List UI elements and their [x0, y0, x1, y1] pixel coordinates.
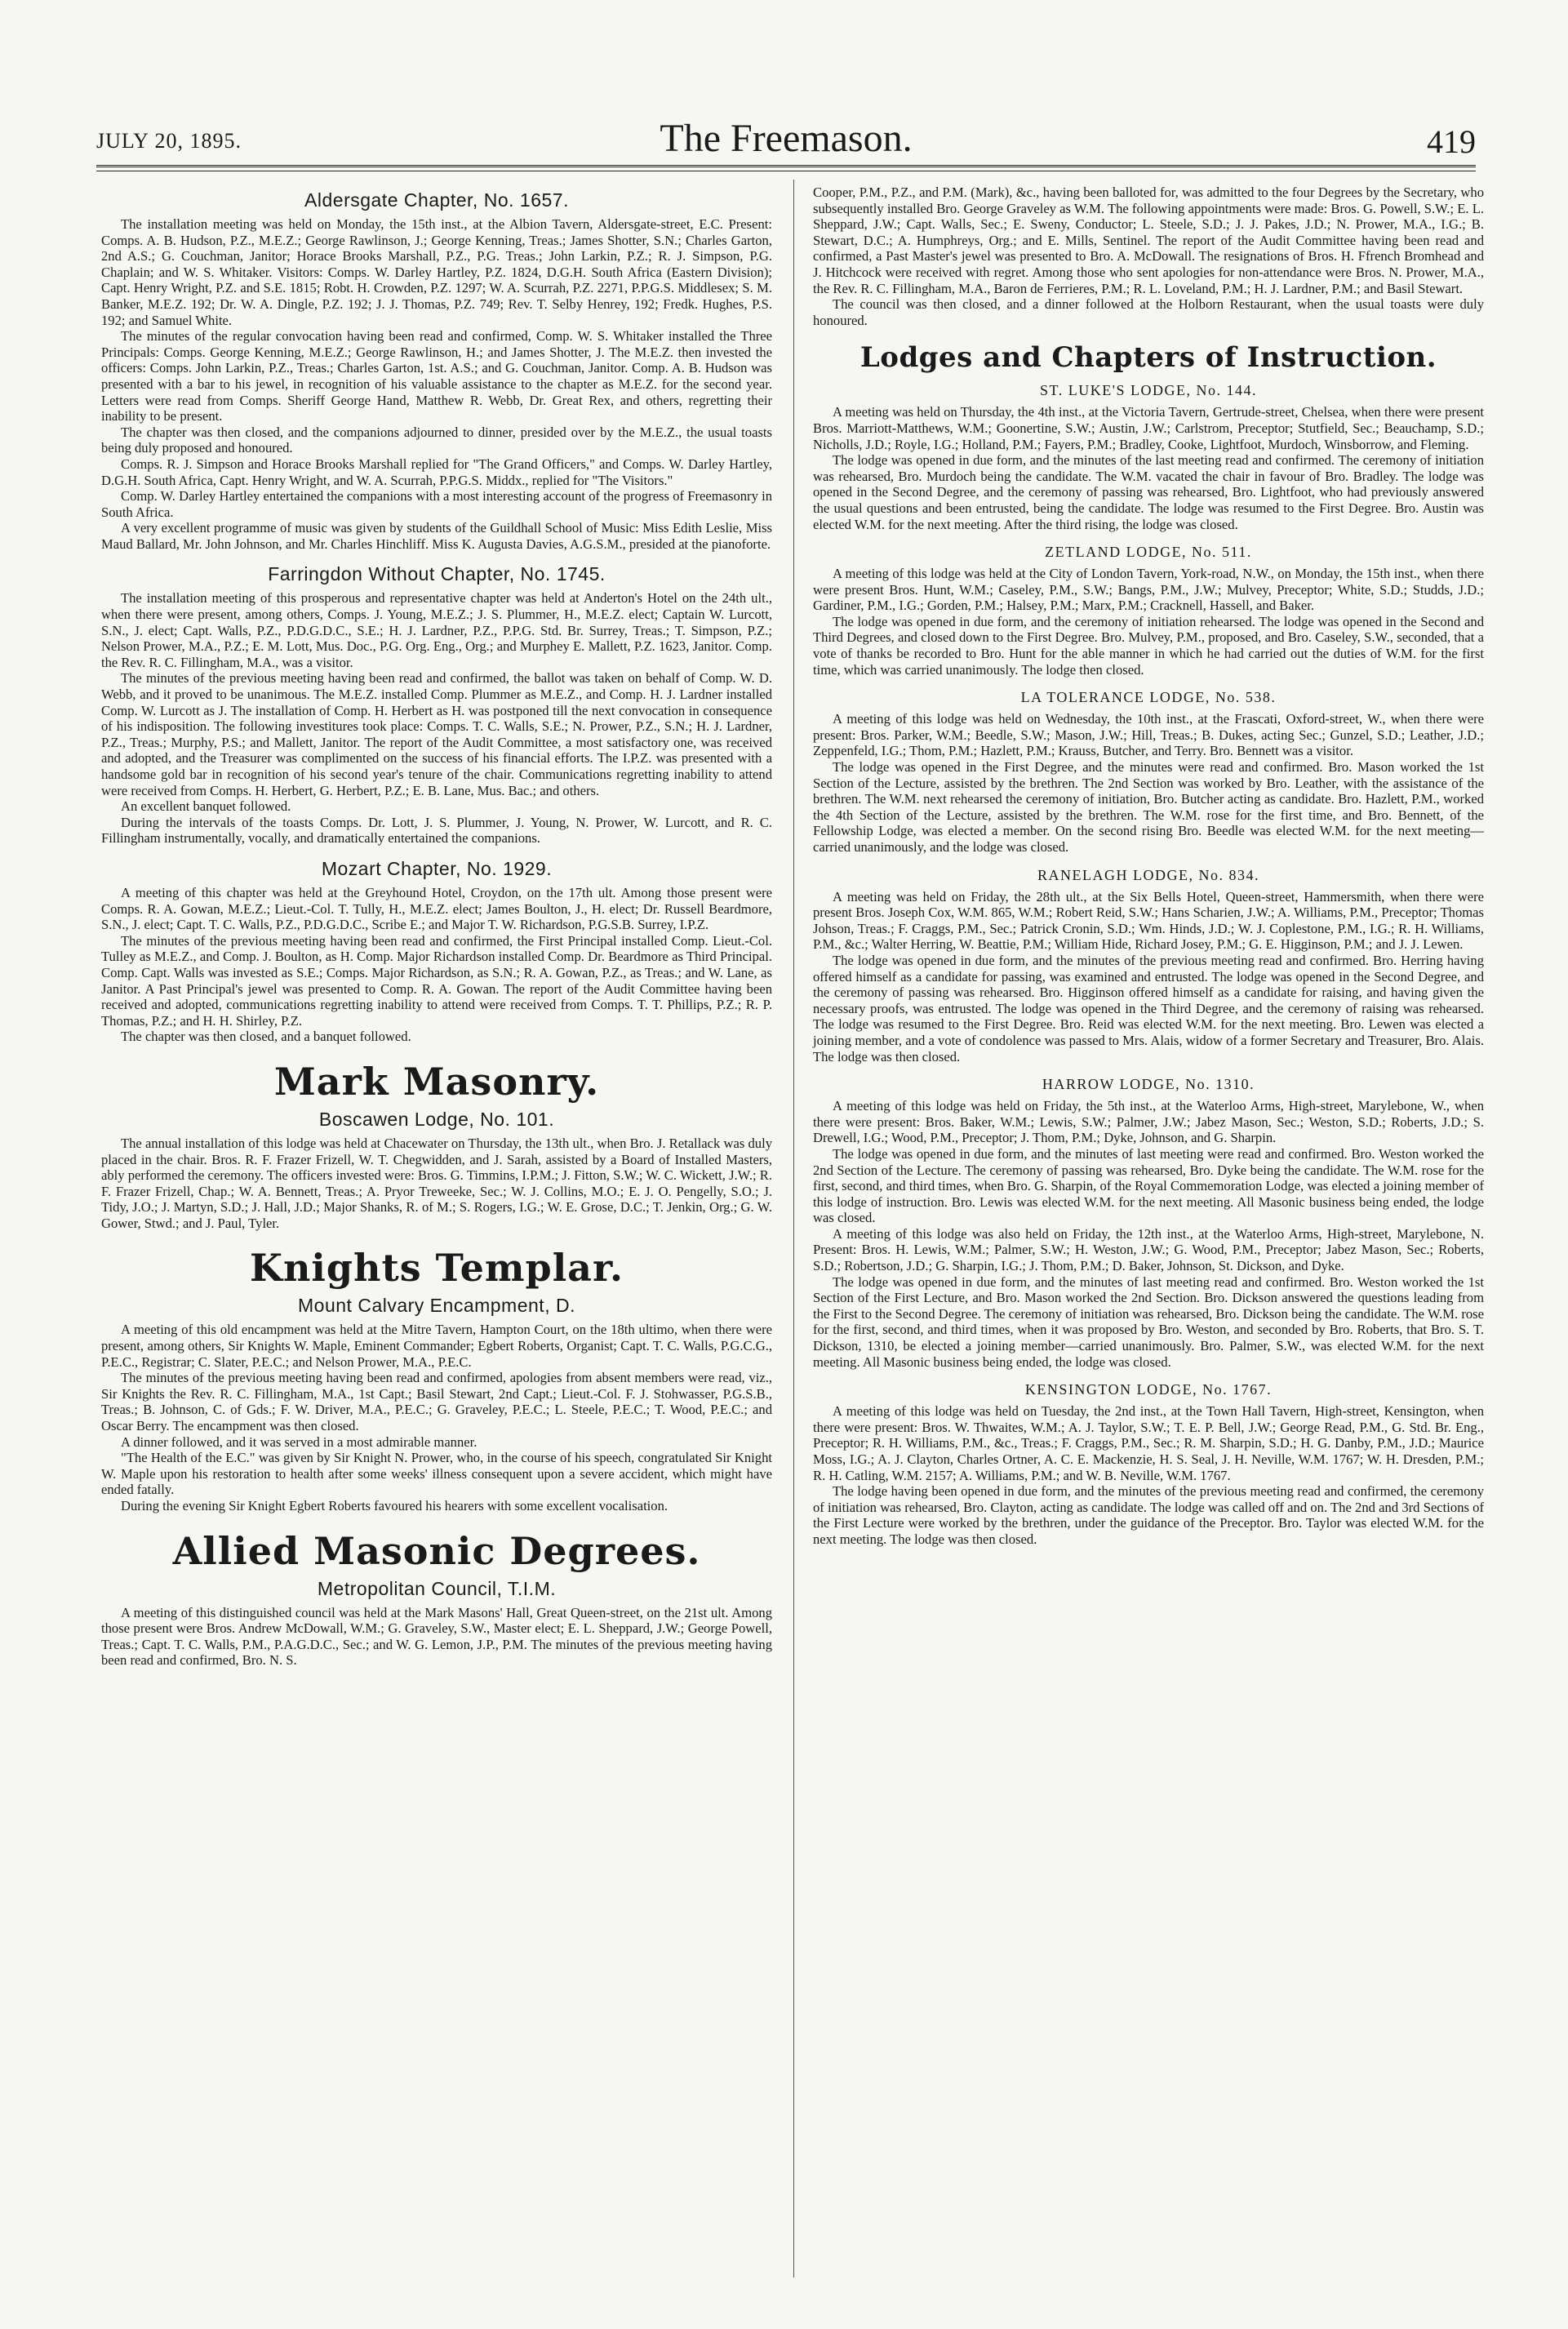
st-lukes-section: [813, 382, 1484, 532]
paragraph: The lodge was opened in due form, and the minutes of last meeting were read and confirmed. Bro. Weston worked the 2nd Section of the Lecture. The ceremony of passing was rehearsed, Bro. Dyke being the candidate. The W.M. rose for the first, second, and third times, when Bro. G. Sharpin, of the Royal Commemoration Lodge, was elected a joining member of this lodge of instruction. Bro. Lewis was elected W.M. for the next meeting. All Masonic business being ended, the lodge was closed.: [813, 1145, 1484, 1226]
mount-calvary-section: [101, 1295, 772, 1513]
section-title: Boscawen Lodge, No. 101.: [318, 1108, 555, 1130]
paragraph: The minutes of the previous meeting having been read and confirmed, apologies from absent members were read, viz., Sir Knights the Rev. R. C. Fillingham, M.A., 1st Capt.; Basil Stewart, 2nd Capt.; Lieut.-Col. F. J. Stohwasser, P.G.S.B., Treas.; B. Johnson, C. of Gds.; F. W. Driver, M.A., P.E.C.; G. Graveley, P.E.C.; L. Steele, P.E.C.; T. Wood, P.E.C.; and Oscar Berry. The encampment was then closed.: [101, 1370, 772, 1434]
paragraph: A meeting of this lodge was held on Tuesday, the 2nd inst., at the Town Hall Tavern, High-street, Kensington, when there were present: Bros. W. Thwaites, W.M.; A. J. Taylor, S.W.; T. E. P. Bell, J.W.; George Read, P.M., G. Std. Br. Eng., Preceptor; R. H. Williams, P.M., &c., Treas.; F. Craggs, P.M., Sec.; R. M. Sharpin, S.D.; H. G. Danby, P.M., J.D.; Maurice Moss, I.G.; A. J. Clayton, Charles Ortner, A. C. E. Mackenzie, H. S. Seal, J. H. Neville, W.M. 1767; W. H. Dresden, P.M.; R. H. Catling, W.M. 2157; A. Williams, P.M.; and W. B. Neville, W.M. 1767.: [813, 1403, 1484, 1483]
column-divider: [793, 180, 794, 2278]
section-title: Metropolitan Council, T.I.M.: [317, 1577, 557, 1599]
paragraph: A very excellent programme of music was given by students of the Guildhall School of Music: Miss Edith Leslie, Miss Maud Ballard, Mr. John Johnson, and Mr. Charles Hinchliff. Miss K. Augusta Davies, A.G.S.M., presided at the pianoforte.: [101, 520, 772, 552]
allied-masonic-heading: Allied Masonic Degrees.: [172, 1528, 701, 1573]
paragraph: A meeting of this lodge was also held on Friday, the 12th inst., at the Waterloo Arms, High-street, Marylebone, N. Present: Bros. H. Lewis, W.M.; Palmer, S.W.; H. Weston, J.W.; G. Wood, P.M., Preceptor; Jabez Mason, Sec.; Roberts, S.D.; Robertson, J.D.; G. Sharpin, I.G.; J. Thom, P.M.; D. Baker, Johnson, St. Dickson, and Dyke.: [813, 1225, 1484, 1274]
paragraph: The council was then closed, and a dinner followed at the Holborn Restaurant, when the usual toasts were duly honoured.: [813, 296, 1484, 328]
paragraph: A meeting of this distinguished council was held at the Mark Masons' Hall, Great Queen-street, on the 21st ult. Among those present were Bros. Andrew McDowall, W.M.; G. Graveley, S.W., Master elect; E. L. Sheppard, J.W.; George Powell, Treas.; Capt. T. C. Walls, P.M., P.A.G.D.C., Sec.; and W. G. Lemon, J.P., P.M. The minutes of the previous meeting having been read and confirmed, Bro. N. S.: [101, 1604, 772, 1669]
harrow-section: [813, 1076, 1484, 1370]
paragraph: The lodge was opened in the First Degree, and the minutes were read and confirmed. Bro. Mason worked the 1st Section of the Lecture, assisted by the brethren. The 2nd Section was worked by Bro. Leather, with the assistance of the brethren. The W.M. next rehearsed the ceremony of initiation, Bro. Butcher acting as candidate. Bro. Hazlett, P.M., worked the 4th Section of the Lecture, assisted by the brethren. The W.M. rose for the first time, and Bro. Bennett, of the Fellowship Lodge, was elected a member. On the second rising Bro. Beedle was elected W.M. for the next meeting—carried unanimously, and the lodge was closed.: [813, 759, 1484, 855]
paragraph: A meeting of this old encampment was held at the Mitre Tavern, Hampton Court, on the 18th ultimo, when there were present, among others, Sir Knights W. Maple, Eminent Commander; Egbert Roberts, Organist; Capt. T. C. Walls, P.G.C.G., P.E.C., Registrar; C. Slater, P.E.C.; and Nelson Prower, M.A., P.E.C.: [101, 1322, 772, 1370]
paragraph: A dinner followed, and it was served in a most admirable manner.: [121, 1433, 478, 1450]
lodge-title: LA TOLERANCE LODGE, No. 538.: [1020, 689, 1277, 706]
page-number: 419: [1427, 123, 1476, 160]
paragraph: The installation meeting was held on Monday, the 15th inst., at the Albion Tavern, Aldersgate-street, E.C. Present: Comps. A. B. Hudson, P.Z., M.E.Z.; George Rawlinson, J.; George Kenning, Treas.; James Shotter, S.N.; Charles Garton, 2nd A.S.; G. Couchman, Janitor; Horace Brooks Marshall, P.Z., P.G. Treas.; John Larkin, P.Z.; R. J. Simpson, P.G. Chaplain; and W. S. Whitaker. Visitors: Comps. W. Darley Hartley, P.Z. 1824, D.G.H. South Africa (Eastern Division); Capt. Henry Wright, P.Z. and S.E. 1815; Robt. H. Crowden, P.Z. 1297; W. A. Scurrah, P.Z. 2271, P.P.G.S. Middlesex; S. M. Banker, M.E.Z. 192; Dr. W. A. Dingle, P.Z. 192; J. J. Thomas, P.Z. 749; Rev. T. Selby Henrey, 192; Fredk. Hughes, P.S. 192; and Samuel White.: [101, 216, 772, 328]
la-tolerance-section: [813, 689, 1484, 855]
paragraph: The minutes of the previous meeting having been read and confirmed, the ballot was taken on behalf of Comp. W. D. Webb, and it proved to be unanimous. The M.E.Z. installed Comp. Plummer as M.E.Z., and Comp. H. J. Lardner installed Comp. W. Lurcott as J. The installation of Comp. H. Herbert as H. was postponed till the next convocation in consequence of his indisposition. The following investitures took place: Comps. T. C. Walls, S.E.; N. Prower, P.Z., S.N.; H. J. Lardner, P.Z., Treas.; Murphy, P.S.; and Mallett, Janitor. The report of the Audit Committee, a most satisfactory one, was received and adopted, and the Treasurer was complimented on the success of his financial efforts. The I.P.Z. was presented with a handsome gold bar in recognition of his second year's tenure of the chair. Communications regretting inability to attend were received from Comps. H. Herbert, G. Herbert, P.Z.; E. B. Lane, Mus. Bac.; and others.: [101, 670, 772, 798]
lodge-title: ST. LUKE'S LODGE, No. 144.: [1040, 382, 1257, 399]
boscawen-section: [101, 1109, 772, 1232]
mozart-section: [101, 858, 772, 1045]
issue-date: JULY 20, 1895.: [96, 129, 242, 153]
paragraph: A meeting of this lodge was held on Wednesday, the 10th inst., at the Frascati, Oxford-street, W., when there were present: Bros. Parker, W.M.; Beedle, S.W.; Mason, J.W.; Hill, Treas.; B. Dukes, acting Sec.; Gunzel, S.D.; Leather, J.D.; Zeppenfeld, I.G.; Thom, P.M.; Hazlett, P.M.; Krauss, Butcher, and Terry. Bro. Bennett was a visitor.: [813, 711, 1484, 759]
mark-masonry-heading: Mark Masonry.: [273, 1059, 600, 1104]
paragraph: The lodge having been opened in due form, and the minutes of the previous meeting read and confirmed, the ceremony of initiation was rehearsed, Bro. Clayton, acting as candidate. The lodge was called off and on. The 2nd and 3rd Sections of the First Lecture were worked by the brethren, under the guidance of the Preceptor. Bro. Taylor was elected W.M. for the next meeting. The lodge was then closed.: [813, 1483, 1484, 1547]
section-title: Mount Calvary Encampment, D.: [298, 1295, 575, 1317]
paragraph: A meeting was held on Thursday, the 4th inst., at the Victoria Tavern, Gertrude-street, Chelsea, when there were present Bros. Marriott-Matthews, W.M.; Goonertine, S.W.; Austin, J.W.; Carlstrom, Preceptor; Stutfield, Sec.; Beauchamp, S.D.; Nicholls, J.D.; Royle, I.G.; Holland, P.M.; Fayers, P.M.; Bradley, Cooke, Lightfoot, Murdoch, Winsborrow, and Fleming.: [813, 404, 1484, 452]
paragraph: During the intervals of the toasts Comps. Dr. Lott, J. S. Plummer, J. Young, N. Prower, W. Lurcott, and R. C. Fillingham instrumentally, vocally, and dramatically entertained the companions.: [101, 814, 772, 847]
right-column: [813, 184, 1484, 1559]
newspaper-page: [96, 114, 1484, 2286]
paragraph: "The Health of the E.C." was given by Sir Knight N. Prower, who, in the course of his speech, congratulated Sir Knight W. Maple upon his restoration to health after some weeks' illness consequent upon a severe accident, which might have ended fatally.: [101, 1450, 772, 1498]
section-title: Mozart Chapter, No. 1929.: [321, 857, 553, 879]
paragraph: The minutes of the previous meeting having been read and confirmed, the First Principal installed Comp. Lieut.-Col. Tulley as M.E.Z., and Comp. J. Boulton, as H. Comp. Major Richardson installed Comp. Dr. Beardmore as Third Principal. Comp. Capt. Walls was invested as S.E.; Comps. Major Richardson, as S.N.; R. A. Gowan, P.Z., as Treas.; and W. Lane, as Janitor. A Past Principal's jewel was presented to Comp. R. A. Gowan. The report of the Audit Committee having been received and adopted, communications regretting inability to attend were received from Comps. T. T. Phillips, P.Z.; R. P. Thomas, P.Z.; and H. H. Shirley, P.Z.: [101, 932, 772, 1029]
header-rule: [96, 165, 1476, 171]
section-title: Farringdon Without Chapter, No. 1745.: [268, 563, 606, 585]
ranelagh-section: [813, 867, 1484, 1065]
paragraph: Comp. W. Darley Hartley entertained the companions with a most interesting account of the progress of Freemasonry in South Africa.: [101, 488, 772, 520]
paragraph: A meeting of this lodge was held at the City of London Tavern, York-road, N.W., on Monday, the 15th inst., when there were present Bros. Hunt, W.M.; Caseley, P.M., S.W.; Bangs, P.M., J.W.; Mulvey, Preceptor; White, S.D.; Studds, J.D.; Gardiner, P.M., I.G.; Gorden, P.M.; Halsey, P.M.; Marx, P.M.; Cracknell, Hassell, and Baker.: [813, 566, 1484, 614]
paragraph: The minutes of the regular convocation having been read and confirmed, Comp. W. S. Whitaker installed the Three Principals: Comps. George Kenning, M.E.Z.; George Rawlinson, H.; and James Shotter, J. The M.E.Z. then invested the officers: Comps. John Larkin, P.Z., Treas.; Charles Garton, 1st. A.S.; and G. Couchman, Janitor. Comp. A. B. Hudson was presented with a bar to his jewel, in recognition of his valuable assistance to the chapter as M.E.Z. for the second year. Letters were read from Comps. Sheriff George Hand, Matthew R. Webb, Dr. Great Rex, and others, regretting their inability to be present.: [101, 328, 772, 424]
paragraph: A meeting was held on Friday, the 28th ult., at the Six Bells Hotel, Queen-street, Hammersmith, when there were present Bros. Joseph Cox, W.M. 865, W.M.; Robert Reid, S.W.; Hans Scharien, J.W.; A. Williams, P.M., Preceptor; Thomas Johson, Treas.; F. Craggs, P.M., Sec.; Patrick Cronin, S.D.; Wm. Hinds, J.D.; W. J. Coplestone, P.M., I.G.; R. H. Williams, P.M., &c.; Walter Herring, W. Beattie, P.M.; William Hide, Richard Josey, P.M.; G. E. Higginson, P.M.; and J. J. Lewen.: [813, 888, 1484, 953]
paragraph: The chapter was then closed, and a banquet followed.: [121, 1029, 411, 1045]
section-title: Aldersgate Chapter, No. 1657.: [304, 189, 569, 211]
paragraph: A meeting of this chapter was held at the Greyhound Hotel, Croydon, on the 17th ult. Among those present were Comps. R. A. Gowan, M.E.Z.; Lieut.-Col. T. Tully, H., M.E.Z. elect; James Boulton, J., H. elect; Dr. Russell Beardmore, S.N., J. elect; Capt. T. C. Walls, P.Z., P.D.G.D.C., Scribe E.; and Major T. W. Richardson, P.G.S.B. Surrey, I.P.Z.: [101, 884, 772, 933]
kensington-section: [813, 1381, 1484, 1547]
knights-templar-heading: Knights Templar.: [249, 1246, 624, 1291]
paragraph: Cooper, P.M., P.Z., and P.M. (Mark), &c., having been balloted for, was admitted to the four Degrees by the Secretary, who subsequently installed Bro. George Graveley as W.M. The following appointments were made: Bros. G. Powell, S.W.; E. L. Sheppard, J.W.; Capt. Walls, Sec.; E. Sweny, Conductor; L. Steele, S.D.; J. J. Pakes, J.D.; N. Prower, M.A., I.G.; B. Stewart, D.C.; A. Humphreys, Org.; and E. Mills, Sentinel. The report of the Audit Committee having been read and confirmed, a Past Master's jewel was presented to Bro. A. McDowall. The resignations of Bros. H. Ffrench Bromhead and J. Hitchcock were received with regret. Among those who sent apologies for non-attendance were Bros. N. Prower, M.A., the Rev. R. C. Fillingham, M.A., Baron de Ferrieres, P.M.; R. L. Loveland, P.M.; H. J. Lardner, P.M.; and Basil Stewart.: [813, 184, 1484, 296]
paragraph: The lodge was opened in due form, and the minutes of the last meeting read and confirmed. The ceremony of initiation was rehearsed, Bro. Murdoch being the candidate. The W.M. vacated the chair in favour of Bro. Bradley. The lodge was opened in the Second Degree, and the ceremony of passing was rehearsed, Bro. Lightfoot, who had previously answered the usual questions and been entrusted, being the candidate. The lodge was resumed to the First Degree. Bro. Austin was elected W.M. for the next meeting. After the third rising, the lodge was closed.: [813, 452, 1484, 532]
instruction-heading: Lodges and Chapters of Instruction.: [860, 341, 1437, 375]
aldersgate-section: [101, 189, 772, 552]
left-column: [101, 184, 772, 1680]
lodge-title: ZETLAND LODGE, No. 511.: [1045, 544, 1252, 561]
paragraph: The installation meeting of this prosperous and representative chapter was held at Anderton's Hotel on the 24th ult., when there were present, among others, Comps. J. Young, M.E.Z.; J. S. Plummer, H., M.E.Z. elect; Captain W. Lurcott, S.N., J. elect; Capt. Walls, P.Z., P.D.G.D.C., S.E.; H. J. Lardner, P.Z., P.P.G. Std. Br. Surrey, Treas.; T. Simpson, P.Z.; Nelson Prower, M.A., P.Z.; E. M. Lott, Mus. Doc., P.G. Org. Eng., Org.; and Murphey E. Mallett, P.Z. 1623, Janitor. Comp. the Rev. R. C. Fillingham, M.A., was a visitor.: [101, 590, 772, 670]
zetland-section: [813, 544, 1484, 678]
paragraph: Comps. R. J. Simpson and Horace Brooks Marshall replied for "The Grand Officers," and Comps. W. Darley Hartley, D.G.H. South Africa, Capt. Henry Wright, and W. A. Scurrah, P.P.G.S. Middx., replied for "The Visitors.": [101, 456, 772, 488]
farringdon-section: [101, 563, 772, 847]
paragraph: The lodge was opened in due form, and the minutes of last meeting read and confirmed. Bro. Weston worked the 1st Section of the First Lecture, and Bro. Mason worked the 2nd Section. Bro. Dickson answered the questions leading from the First to the Second Degree. The ceremony of initiation was rehearsed, Bro. Dickson being the candidate. The W.M. rose for the first, second, and third times, when it was proposed by Bro. Weston, and seconded by Bro. Roberts, that Bro. S. T. Dickson, 1310, be elected a joining member—carried unanimously. Bro. Palmer, S.W., was elected W.M. for the next meeting. All Masonic business being ended, the lodge was closed.: [813, 1273, 1484, 1370]
paragraph: The lodge was opened in due form, and the ceremony of initiation rehearsed. The lodge was opened in the Second and Third Degrees, and closed down to the First Degree. Bro. Mulvey, P.M., proposed, and Bro. Caseley, S.W., seconded, that a vote of thanks be recorded to Bro. Hunt for the able manner in which he had carried out the duties of W.M. for the first time, which was carried unanimously. The lodge then closed.: [813, 613, 1484, 678]
council-continuation: [813, 184, 1484, 328]
paragraph: A meeting of this lodge was held on Friday, the 5th inst., at the Waterloo Arms, High-street, Marylebone, W., when there were present: Bros. Baker, W.M.; Lewis, S.W.; Palmer, J.W.; Jabez Mason, Sec.; Weston, S.D.; Roberts, J.D.; S. Drewell, I.G.; Wood, P.M., Preceptor; J. Thom, P.M.; Dyke, Johnson, and G. Sharpin.: [813, 1098, 1484, 1146]
paragraph: The lodge was opened in due form, and the minutes of the previous meeting read and confirmed. Bro. Herring having offered himself as a candidate for passing, was examined and entrusted. The lodge was opened in the Second Degree, and the ceremony of passing was rehearsed. Bro. Higginson offered himself as a candidate for raising, and having given the necessary proofs, was entrusted. The lodge was opened in the Third Degree, and the ceremony of raising was rehearsed. The lodge was resumed to the First Degree. Bro. Reid was elected W.M. for the next meeting. Bro. Lewen was elected a joining member, and a vote of condolence was passed to Mrs. Alais, widow of a former Secretary and Treasurer, Bro. Alais. The lodge was then closed.: [813, 952, 1484, 1064]
paragraph: An excellent banquet followed.: [121, 798, 291, 815]
lodge-title: KENSINGTON LODGE, No. 1767.: [1024, 1381, 1273, 1398]
paragraph: During the evening Sir Knight Egbert Roberts favoured his hearers with some excellent vocalisation.: [121, 1498, 669, 1513]
masthead-title: The Freemason.: [660, 117, 913, 160]
lodge-title: HARROW LODGE, No. 1310.: [1042, 1076, 1255, 1093]
lodge-title: RANELAGH LODGE, No. 834.: [1037, 866, 1259, 883]
paragraph: The annual installation of this lodge was held at Chacewater on Thursday, the 13th ult., when Bro. J. Retallack was duly placed in the chair. Bros. R. F. Frazer Frizell, W. T. Chegwidden, and J. Sarah, assisted by a Board of Installed Masters, ably performed the ceremony. The officers invested were: Bros. G. Timmins, I.P.M.; J. Fitton, S.W.; W. C. Wickett, J.W.; R. F. Frazer Frizell, Chap.; W. A. Bennett, Treas.; A. Pryor Treweeke, Sec.; W. J. Collins, M.O.; E. J. O. Pengelly, S.O.; J. Tidy, J.O.; J. Martyn, S.D.; J. Hall, J.D.; Major Shanks, R. of M.; S. Rogers, I.G.; W. E. Grose, D.C.; T. Jenkin, Org.; G. W. Gower, Stwd.; and J. Paul, Tyler.: [101, 1135, 772, 1231]
page-header: [96, 114, 1476, 163]
metropolitan-council-section: [101, 1578, 772, 1669]
paragraph: The chapter was then closed, and the companions adjourned to dinner, presided over by the M.E.Z., the usual toasts being duly proposed and honoured.: [101, 424, 772, 456]
